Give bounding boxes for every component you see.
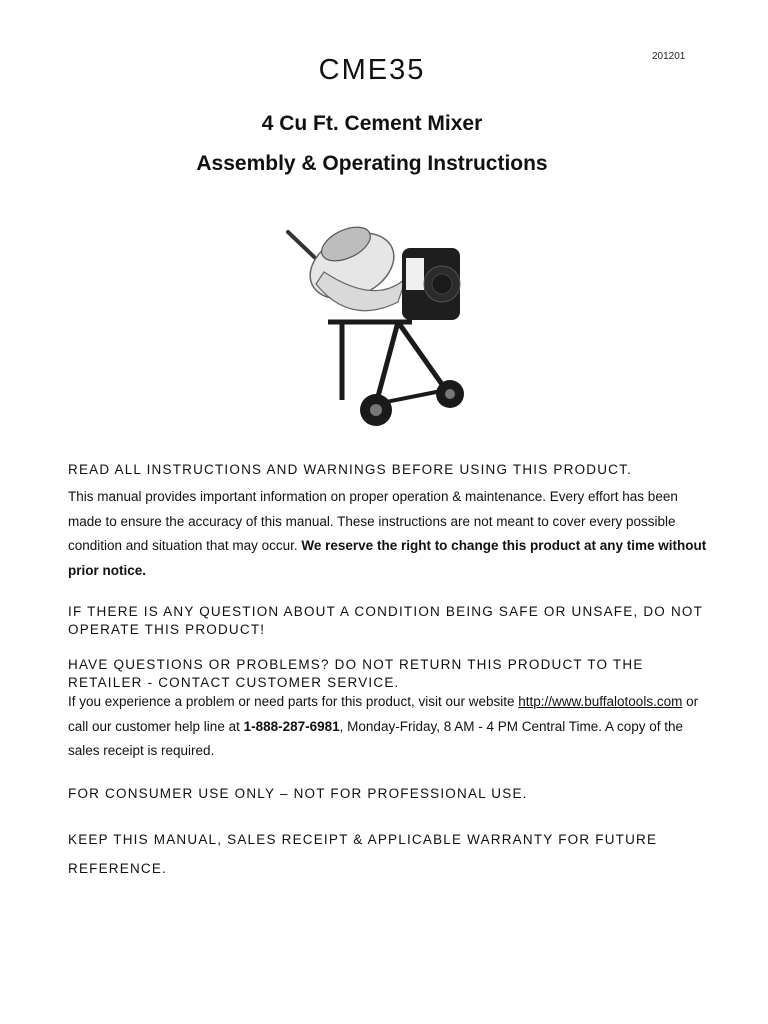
keep-manual-notice: KEEP THIS MANUAL, SALES RECEIPT & APPLICABLE WARRANTY FOR FUTURE REFERENCE. — [68, 832, 658, 876]
product-title: 4 Cu Ft. Cement Mixer — [261, 112, 483, 135]
contact-service-warning: HAVE QUESTIONS OR PROBLEMS? DO NOT RETURN THIS PRODUCT TO THE RETAILER - CONTACT CUSTOMER SERVICE. — [68, 657, 644, 690]
intro-text: This manual provides important information on proper operation & maintenance. Every effort has been made to ensure the accuracy of this manual. These instructions are not meant to cover every possible condition and situation that may occur. — [68, 489, 678, 553]
manual-subtitle: Assembly & Operating Instructions — [196, 152, 548, 175]
safety-question-warning: IF THERE IS ANY QUESTION ABOUT A CONDITION BEING SAFE OR UNSAFE, DO NOT OPERATE THIS PRODUCT! — [68, 604, 703, 637]
phone-number: 1-888-287-6981 — [243, 718, 340, 734]
intro-bold-notice: We reserve the right to change this product at any time without prior notice. — [68, 538, 707, 578]
website-link[interactable]: http://www.buffalotools.com — [518, 694, 683, 709]
consumer-use-notice: FOR CONSUMER USE ONLY – NOT FOR PROFESSIONAL USE. — [68, 786, 528, 801]
contact-text-3: , Monday-Friday, 8 AM - 4 PM Central Time. A copy of the sales receipt is required. — [68, 718, 684, 758]
model-number: CME35 — [318, 54, 426, 86]
contact-text-2: or call our customer help line at — [68, 694, 699, 734]
contact-paragraph — [68, 690, 708, 764]
document-code: 201201 — [652, 51, 686, 62]
intro-paragraph — [68, 485, 708, 583]
contact-text-1: If you experience a problem or need parts for this product, visit our website — [68, 694, 519, 709]
cement-mixer-icon — [280, 214, 470, 436]
read-instructions-warning: READ ALL INSTRUCTIONS AND WARNINGS BEFORE USING THIS PRODUCT. — [68, 462, 633, 477]
